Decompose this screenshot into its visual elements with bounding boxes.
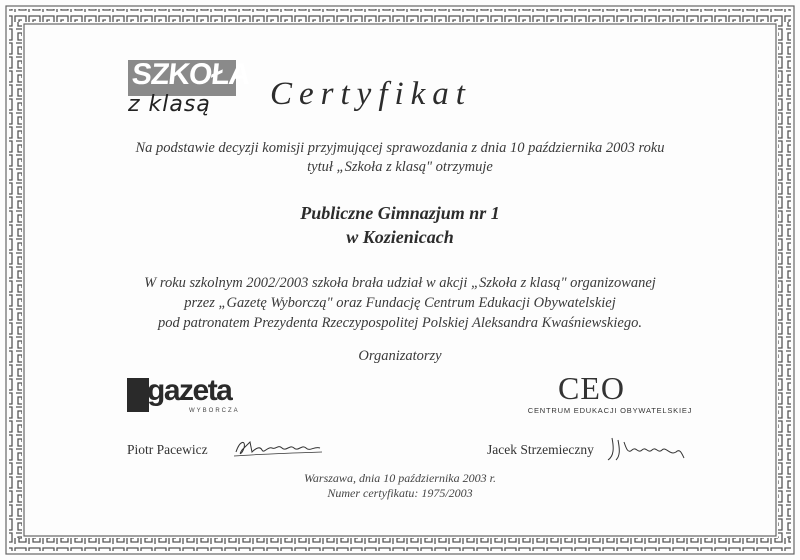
signatory-right-name: Jacek Strzemieczny (487, 442, 594, 457)
certificate-number: Numer certyfikatu: 1975/2003 (327, 486, 473, 500)
gazeta-logo-sub: WYBORCZA (189, 408, 240, 414)
signature-right-image (604, 432, 688, 466)
intro-line: Na podstawie decyzji komisji przyjmującej sprawozdania z dnia 10 października 2003 roku (135, 140, 665, 156)
school-name-line: Publiczne Gimnazjum nr 1 (300, 203, 500, 223)
body-text (60, 273, 740, 333)
school-name-line: w Kozienicach (346, 227, 454, 247)
ceo-logo-mark: CEO (558, 370, 625, 406)
gazeta-logo-block (127, 378, 149, 412)
body-line: pod patronatem Prezydenta Rzeczypospolitej Polskiej Aleksandra Kwaśniewskiego. (158, 315, 642, 331)
signatory-left-name: Piotr Pacewicz (127, 442, 208, 457)
place-date: Warszawa, dnia 10 października 2003 r. (304, 471, 496, 485)
ceo-logo-sub: CENTRUM EDUKACJI OBYWATELSKIEJ (527, 406, 693, 415)
gazeta-logo-word: gazeta (147, 374, 232, 407)
body-line: przez „Gazetę Wyborczą" oraz Fundację Centrum Edukacji Obywatelskiej (184, 295, 616, 311)
intro-line: tytuł „Szkoła z klasą" otrzymuje (307, 159, 493, 175)
logo-hand-text: z klasą (128, 92, 211, 117)
school-name (100, 201, 700, 249)
ceo-logo (520, 370, 700, 420)
gazeta-wyborcza-logo (127, 374, 247, 418)
szkola-z-klasa-logo (128, 54, 252, 118)
intro-text (60, 139, 740, 177)
logo-main-text: SZKOŁA (130, 58, 252, 91)
signature-left-image (232, 434, 324, 464)
certificate-title: Certyfikat (270, 76, 472, 112)
organizers-label: Organizatorzy (358, 348, 442, 364)
body-line: W roku szkolnym 2002/2003 szkoła brała udział w akcji „Szkoła z klasą" organizowanej (144, 275, 656, 291)
certificate-footer (200, 471, 600, 501)
